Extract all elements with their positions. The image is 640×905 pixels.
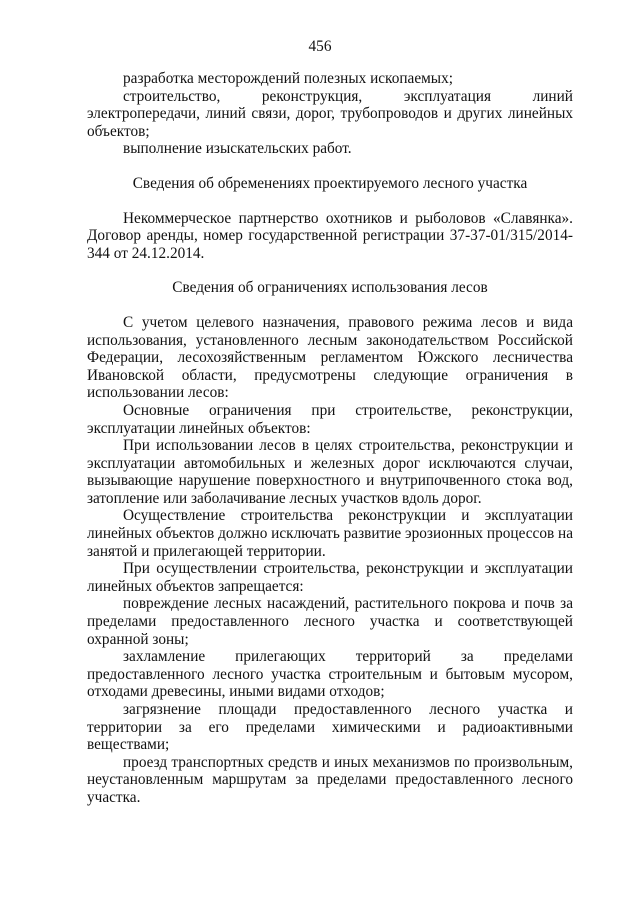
page-number: 456 bbox=[308, 38, 332, 55]
document-body bbox=[87, 70, 573, 807]
paragraph: выполнение изыскательских работ. bbox=[123, 140, 352, 158]
section-heading-restrictions: Сведения об ограничениях использования лесов bbox=[172, 279, 488, 297]
paragraph: При использовании лесов в целях строительства, реконструкции и эксплуатации автомобильных и железных дорог исключаются случаи, вызывающие нарушение поверхностного и внутрипочвенного стока вод, затопление или заболачивание лесных участков вдоль дорог. bbox=[87, 437, 573, 507]
paragraph: захламление прилегающих территорий за пределами предоставленного лесного участка строительным и бытовым мусором, отходами древесины, иными видами отходов; bbox=[87, 648, 573, 701]
paragraph: строительство, реконструкция, эксплуатация линий электропередачи, линий связи, дорог, трубопроводов и других линейных объектов; bbox=[87, 87, 573, 140]
paragraph: проезд транспортных средств и иных механизмов по произвольным, неустановленным маршрутам за пределами предоставленного лесного участка. bbox=[87, 753, 573, 806]
section-heading-encumbrances: Сведения об обременениях проектируемого лесного участка bbox=[132, 174, 528, 192]
paragraph: Основные ограничения при строительстве, реконструкции, эксплуатации линейных объектов: bbox=[87, 401, 573, 437]
paragraph: Осуществление строительства реконструкции и эксплуатации линейных объектов должно исключать развитие эрозионных процессов на занятой и прилегающей территории. bbox=[87, 507, 573, 560]
paragraph: Некоммерческое партнерство охотников и рыболовов «Славянка». Договор аренды, номер государственной регистрации 37-37-01/315/2014-344 от 24.12.2014. bbox=[87, 209, 573, 262]
paragraph: повреждение лесных насаждений, растительного покрова и почв за пределами предоставленного лесного участка и соответствующей охранной зоны; bbox=[87, 595, 573, 648]
paragraph: загрязнение площади предоставленного лесного участка и территории за его пределами химическими и радиоактивными веществами; bbox=[87, 701, 573, 754]
paragraph: При осуществлении строительства, реконструкции и эксплуатации линейных объектов запрещается: bbox=[87, 560, 573, 595]
paragraph: разработка месторождений полезных ископаемых; bbox=[123, 70, 453, 87]
paragraph: С учетом целевого назначения, правового режима лесов и вида использования, установленного лесным законодательством Российской Федерации, лесохозяйственным регламентом Южского лесничества Ивановской области, предусмотрены следующие ограничения в использовании лесов: bbox=[87, 313, 573, 402]
